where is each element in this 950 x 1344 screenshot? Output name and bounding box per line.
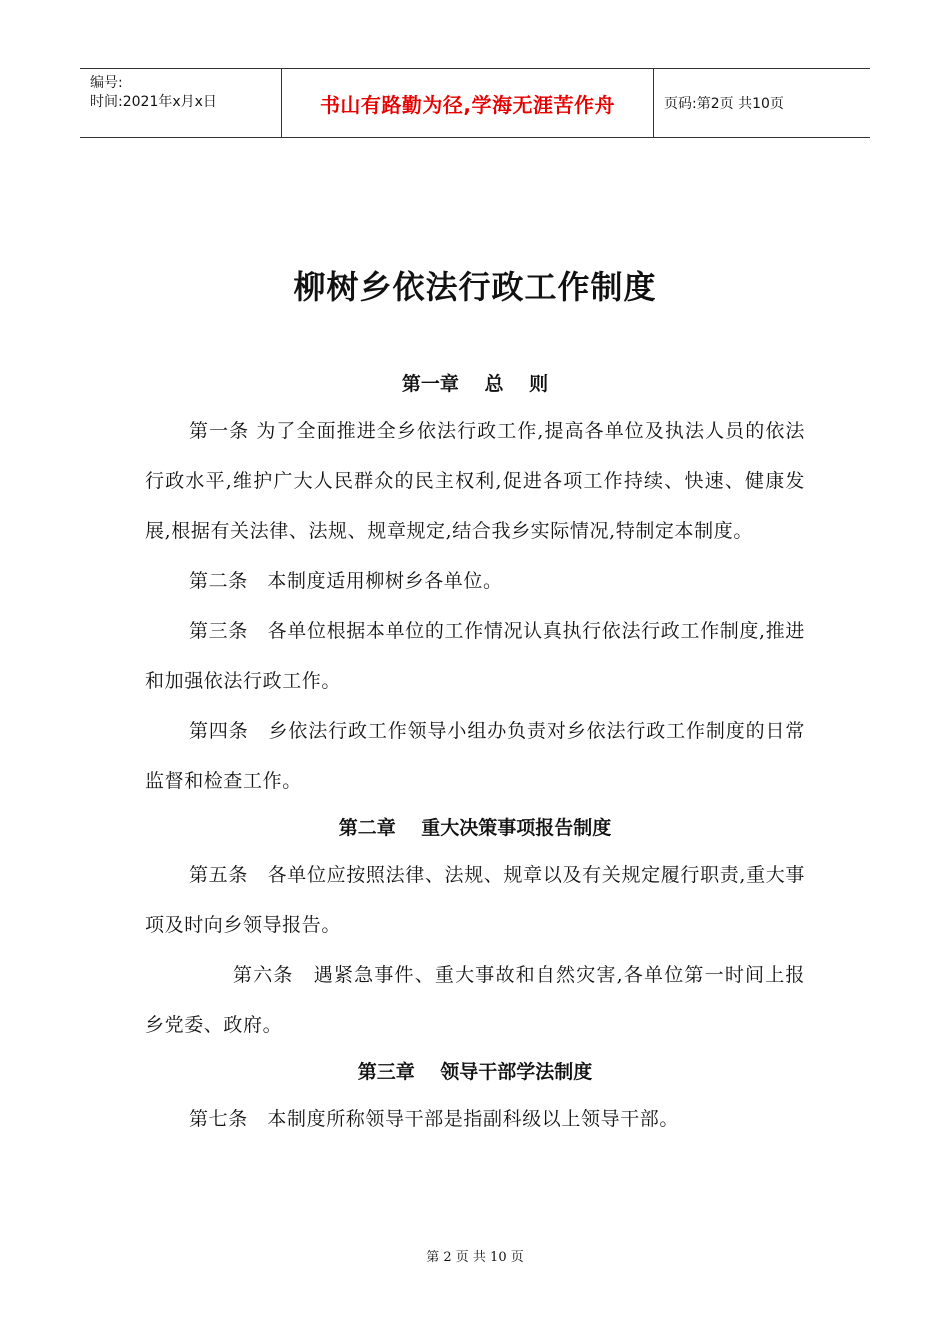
article-7: 第七条 本制度所称领导干部是指副科级以上领导干部。 [189,1108,680,1130]
page-header [80,68,870,138]
article-3: 第三条 各单位根据本单位的工作情况认真执行依法行政工作制度,推进和加强依法行政工作。 [145,620,805,692]
article-2: 第二条 本制度适用柳树乡各单位。 [189,570,503,592]
chapter-heading-3: 第三章 领导干部学法制度 [357,1061,593,1083]
article-5: 第五条 各单位应按照法律、法规、规章以及有关规定履行职责,重大事项及时向乡领导报告。 [145,864,805,936]
article-1: 第一条 为了全面推进全乡依法行政工作,提高各单位及执法人员的依法行政水平,维护广大人民群众的民主权利,促进各项工作持续、快速、健康发展,根据有关法律、法规、规章规定,结合我乡实际情况,特制定本制度。 [145,420,805,542]
chapter-heading-2: 第二章 重大决策事项报告制度 [338,817,612,839]
document-body [145,362,805,1144]
serial-label: 编号: [90,75,123,91]
header-meta-cell [80,69,282,137]
article-4: 第四条 乡依法行政工作领导小组办负责对乡依法行政工作制度的日常监督和检查工作。 [145,720,805,792]
article-6: 第六条 遇紧急事件、重大事故和自然灾害,各单位第一时间上报乡党委、政府。 [145,964,805,1036]
header-motto: 书山有路勤为径,学海无涯苦作舟 [282,69,654,137]
header-page-info: 页码:第2页 共10页 [664,96,784,112]
document-title: 柳树乡依法行政工作制度 [293,268,657,306]
chapter-heading-1: 第一章 总 则 [401,373,549,395]
page-footer: 第 2 页 共 10 页 [426,1250,524,1265]
time-label: 时间:2021年x月x日 [90,94,217,110]
